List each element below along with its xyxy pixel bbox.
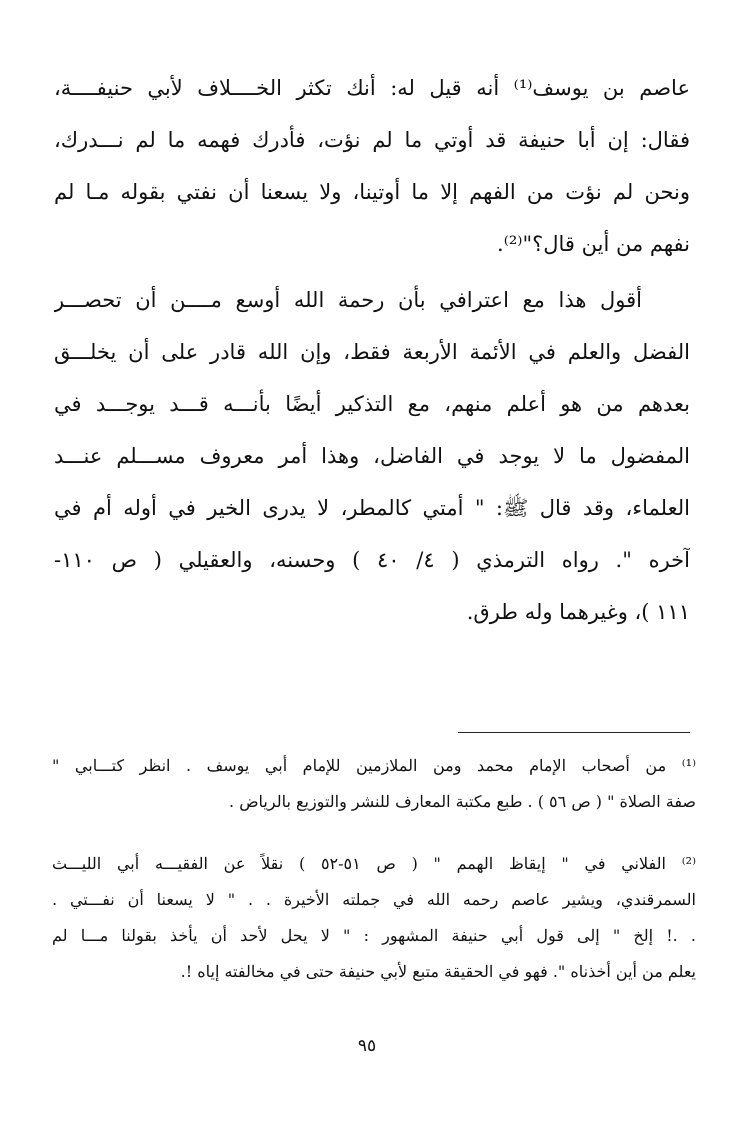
main-text-block [54,62,690,638]
body-line: آخره ". رواه الترمذي ( ٤/ ٤٠ ) وحسنه، والعقيلي ( ص ١١٠- [54,548,690,572]
footnote-line: السمرقندي، ويشير عاصم رحمه الله في جملته الأخيرة . . " لا يسعنا أن نفـــتي . [52,890,696,909]
body-line: أقول هذا مع اعترافي بأن رحمة الله أوسع مــــن أن تحصـــر [54,288,642,312]
body-line: بعدهم من هو أعلم منهم، مع التذكير أيضًا بأنـــه قـــد يوجـــد في [54,392,690,416]
footnote-gap [52,820,696,846]
footnote-line: ⁽²⁾ الفلاني في " إيقاظ الهمم " ( ص ٥١-٥٢ ) نقلاً عن الفقيـــه أبي الليـــث [52,854,696,873]
footnote-line: يعلم من أين أخذناه ". فهو في الحقيقة متبع لأبي حنيفة حتى في مخالفته إياه !. [180,962,696,981]
body-line: العلماء، وقد قال ﷺ: " أمتي كالمطر، لا يدرى الخير في أوله أم في [54,496,690,520]
footnote-line: صفة الصلاة " ( ص ٥٦ ) . طبع مكتبة المعارف للنشر والتوزيع بالرياض . [229,792,696,811]
footnote-line: ⁽¹⁾ من أصحاب الإمام محمد ومن الملازمين للإمام أبي يوسف . انظر كتـــابي " [52,756,696,775]
body-line: المفضول ما لا يوجد في الفاضل، وهذا أمر معروف مســـلم عنـــد [54,444,690,468]
footnote-2 [52,846,696,990]
body-line: عاصم بن يوسف⁽¹⁾ أنه قيل له: أنك تكثر الخــــلاف لأبي حنيفــــة، [54,76,690,100]
footnote-line: . .! إلخ " إلى قول أبي حنيفة المشهور : " لا يحل لأحد أن يأخذ بقولنا مـــا لم [52,926,696,945]
body-line: الفضل والعلم في الأئمة الأربعة فقط، وإن الله قادر على أن يخلـــق [54,340,690,364]
body-line: ١١١ )، وغيرهما وله طرق. [466,600,690,624]
body-line: ونحن لم نؤت من الفهم إلا ما أوتينا، ولا يسعنا أن نفتي بقوله مـا لم [54,180,690,204]
body-line: فقال: إن أبا حنيفة قد أوتي ما لم نؤت، فأدرك فهمه ما لم نـــدرك، [54,128,690,152]
body-line: نفهم من أين قال؟"⁽²⁾. [497,232,690,256]
footnote-1 [52,748,696,820]
footnotes-block [52,748,696,990]
footnote-separator [458,732,690,733]
page-number: ٩٥ [357,1036,377,1056]
